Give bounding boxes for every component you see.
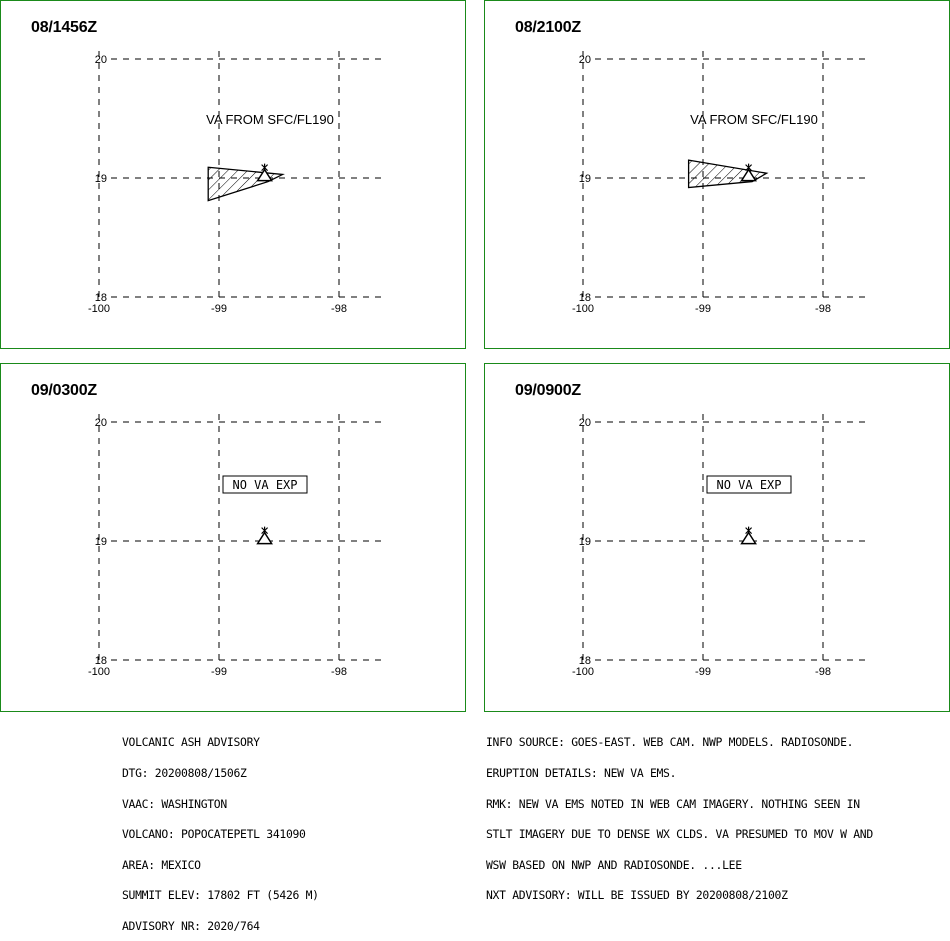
lat-tick-label: 20 — [94, 54, 107, 66]
advisory-line: DTG: 20200808/1506Z — [122, 766, 247, 780]
lon-tick-label: -98 — [331, 303, 347, 315]
advisory-line: VAAC: WASHINGTON — [122, 796, 227, 811]
advisory-line: INFO SOURCE: GOES-EAST. WEB CAM. NWP MODELS. RADIOSONDE. — [486, 735, 854, 750]
advisory-line: WSW BASED ON NWP AND RADIOSONDE. ...LEE — [486, 857, 742, 872]
lat-tick-label: 19 — [94, 173, 107, 185]
forecast-panel-4 — [484, 363, 950, 712]
lon-tick-label: -98 — [815, 666, 831, 678]
lon-tick-label: -99 — [695, 303, 711, 315]
lon-tick-label: -98 — [331, 666, 347, 678]
lon-tick-label: -100 — [87, 303, 111, 315]
advisory-header-block — [122, 717, 319, 941]
panel-time: 08/2100Z — [515, 19, 582, 36]
advisory-line: ADVISORY NR: 2020/764 — [122, 918, 260, 933]
no-va-label: NO VA EXP — [716, 478, 782, 492]
lat-tick-label: 18 — [94, 655, 107, 667]
volcano-icon — [258, 527, 272, 544]
lat-tick-label: 19 — [578, 536, 591, 548]
va-level-label: VA FROM SFC/FL190 — [690, 112, 818, 127]
lat-tick-label: 19 — [94, 536, 107, 548]
lat-tick-label: 20 — [578, 417, 591, 429]
va-level-label: VA FROM SFC/FL190 — [206, 112, 334, 127]
volcano-icon — [742, 527, 756, 544]
ash-cloud-polygon — [689, 160, 767, 187]
forecast-panel-1 — [0, 0, 466, 349]
panel-map — [1, 1, 467, 350]
lon-tick-label: -100 — [571, 303, 595, 315]
advisory-line: SUMMIT ELEV: 17802 FT (5426 M) — [122, 888, 319, 903]
lon-tick-label: -98 — [815, 303, 831, 315]
panel-time: 09/0300Z — [31, 382, 98, 399]
lon-tick-label: -100 — [571, 666, 595, 678]
lat-tick-label: 18 — [578, 655, 591, 667]
advisory-line: VOLCANO: POPOCATEPETL 341090 — [122, 827, 306, 842]
advisory-line: RMK: NEW VA EMS NOTED IN WEB CAM IMAGERY. NOTHING SEEN IN — [486, 796, 860, 811]
advisory-line: AREA: MEXICO — [122, 857, 201, 872]
advisory-line: VOLCANIC ASH ADVISORY — [122, 735, 260, 750]
advisory-remarks-block — [486, 717, 873, 911]
advisory-line: ERUPTION DETAILS: NEW VA EMS. — [486, 766, 677, 780]
lat-tick-label: 20 — [94, 417, 107, 429]
panel-map — [485, 1, 950, 350]
panel-map — [485, 364, 950, 713]
lat-tick-label: 18 — [578, 292, 591, 304]
lon-tick-label: -99 — [211, 303, 227, 315]
panel-time: 08/1456Z — [31, 19, 98, 36]
lat-tick-label: 18 — [94, 292, 107, 304]
lat-tick-label: 19 — [578, 173, 591, 185]
forecast-panel-3 — [0, 363, 466, 712]
ash-cloud-polygon — [208, 167, 282, 200]
panel-map — [1, 364, 467, 713]
lon-tick-label: -100 — [87, 666, 111, 678]
panel-time: 09/0900Z — [515, 382, 582, 399]
forecast-panel-2 — [484, 0, 950, 349]
lon-tick-label: -99 — [211, 666, 227, 678]
no-va-label: NO VA EXP — [232, 478, 298, 492]
advisory-line: NXT ADVISORY: WILL BE ISSUED BY 20200808/2100Z — [486, 888, 788, 903]
lat-tick-label: 20 — [578, 54, 591, 66]
advisory-line: STLT IMAGERY DUE TO DENSE WX CLDS. VA PRESUMED TO MOV W AND — [486, 827, 873, 842]
lon-tick-label: -99 — [695, 666, 711, 678]
